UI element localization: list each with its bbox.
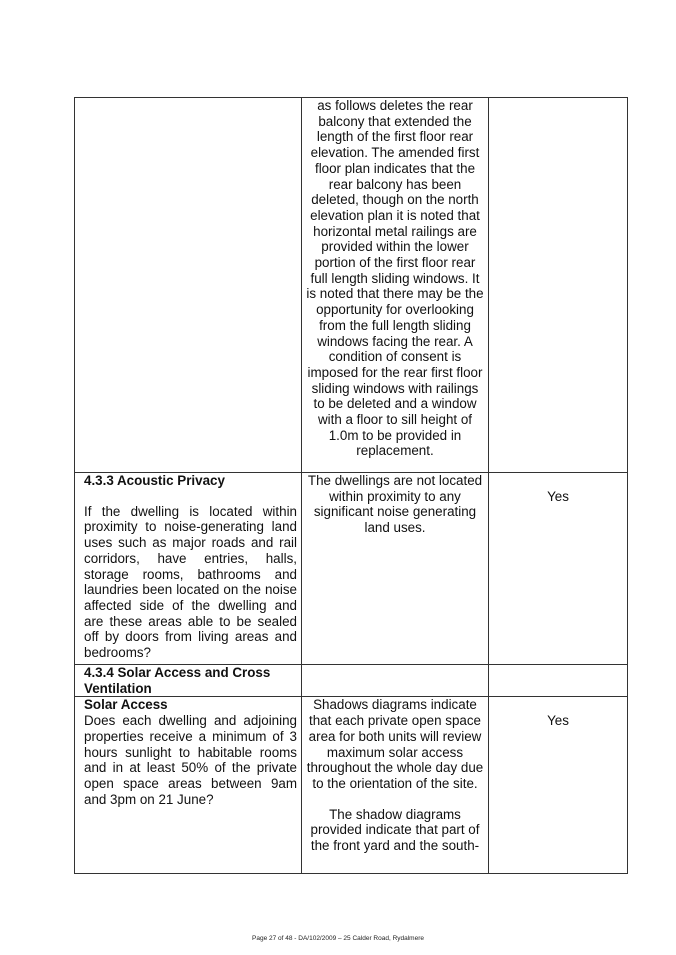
comment-cell [302, 697, 489, 874]
page-footer: Page 27 of 48 - DA/102/2009 – 25 Calder Road, Rydalmere [252, 935, 424, 942]
section-heading: Solar Access [84, 697, 168, 713]
compliance-cell [489, 665, 628, 697]
section-heading: 4.3.3 Acoustic Privacy [84, 473, 225, 488]
table-row [75, 665, 628, 697]
comment-text: Shadows diagrams indicate that each private open space area for both units will review maximum solar access throughout the whole day due to the orientation of the site. [306, 697, 484, 791]
assessment-table [74, 97, 628, 874]
compliance-cell [489, 98, 628, 473]
comment-cell [302, 473, 489, 665]
compliance-value: Yes [547, 489, 569, 504]
requirement-question: Does each dwelling and adjoining properties receive a minimum of 3 hours sunlight to habitable rooms and in at least 50% of the private open space areas between 9am and 3pm on 21 June? [84, 713, 297, 807]
compliance-value: Yes [547, 713, 569, 729]
table-row [75, 697, 628, 874]
requirement-cell [75, 665, 302, 697]
comment-text: The shadow diagrams provided indicate that part of the front yard and the south- [310, 806, 480, 854]
requirement-cell [75, 697, 302, 874]
compliance-cell [489, 473, 628, 665]
section-heading: 4.3.4 Solar Access and Cross Ventilation [84, 665, 271, 696]
comment-text: The dwellings are not located within proximity to any significant noise generating land uses. [307, 473, 483, 536]
requirement-question: If the dwelling is located within proximity to noise-generating land uses such as major roads and rail corridors, have entries, halls, storage rooms, bathrooms and laundries been located on the noise affected side of the dwelling and are these areas able to be sealed off by doors from living areas and bedrooms? [84, 503, 297, 661]
comment-text: as follows deletes the rear balcony that extended the length of the first floor rear elevation. The amended first floor plan indicates that the rear balcony has been deleted, though on the north elevation plan it is noted that horizontal metal railings are provided within the lower portion of the first floor rear full length sliding windows. It is noted that there may be the opportunity for overlooking from the full length sliding windows facing the rear. A condition of consent is imposed for the rear first floor sliding windows with railings to be deleted and a window with a floor to sill height of 1.0m to be provided in replacement. [306, 98, 484, 459]
comment-cell [302, 98, 489, 473]
comment-cell [302, 665, 489, 697]
table-row [75, 473, 628, 665]
compliance-cell [489, 697, 628, 874]
requirement-cell [75, 473, 302, 665]
requirement-cell [75, 98, 302, 473]
table-row [75, 98, 628, 473]
